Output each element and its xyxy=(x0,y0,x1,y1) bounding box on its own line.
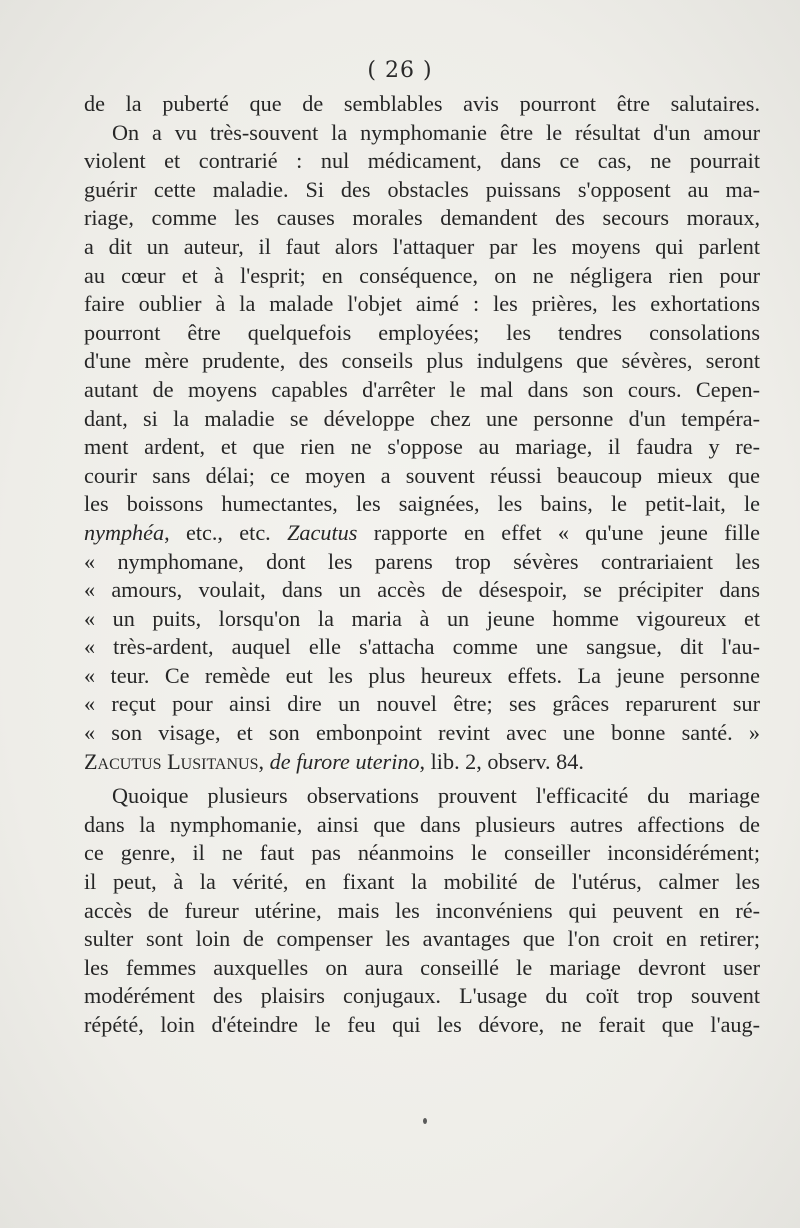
paragraph xyxy=(84,782,760,1039)
text-line: modérément des plaisirs conjugaux. L'usage du coït trop souvent xyxy=(84,983,760,1009)
quote-line: « nymphomane, dont les parens trop sévères contrariaient les xyxy=(84,548,760,574)
text-line: On a vu très-souvent la nymphomanie être le résultat d'un amour xyxy=(112,119,760,145)
citation-author: Zacutus Lusitanus xyxy=(84,748,259,774)
text-line: il peut, à la vérité, en fixant la mobilité de l'utérus, calmer les xyxy=(84,869,760,895)
text-line: guérir cette maladie. Si des obstacles puissans s'opposent au ma- xyxy=(84,176,760,202)
text-line: Quoique plusieurs observations prouvent l'efficacité du mariage xyxy=(112,783,760,809)
text-span: , etc., etc. xyxy=(164,519,288,545)
text-line: d'une mère prudente, des conseils plus indulgens que sévères, seront xyxy=(84,348,760,374)
quote-line: « très-ardent, auquel elle s'attacha comme une sangsue, dit l'au- xyxy=(84,634,760,660)
italic-term: nymphéa xyxy=(84,519,165,545)
text-line: dans la nymphomanie, ainsi que dans plusieurs autres affections de xyxy=(84,811,760,837)
ink-speck xyxy=(423,1118,427,1124)
quote-line: « un puits, lorsqu'on la maria à un jeune homme vigoureux et xyxy=(84,605,760,631)
citation-work: de furore uterino xyxy=(269,748,420,774)
italic-author: Zacutus xyxy=(287,519,358,545)
text-line: accès de fureur utérine, mais les inconvéniens qui peuvent en ré- xyxy=(84,897,760,923)
text-span: rapporte en effet « qu'une jeune fille xyxy=(357,519,760,545)
quote-line: « reçut pour ainsi dire un nouvel être; ses grâces reparurent sur xyxy=(84,691,760,717)
text-span: , lib. 2, observ. 84. xyxy=(419,748,584,774)
text-line: faire oublier à la malade l'objet aimé : les prières, les exhortations xyxy=(84,291,760,317)
text-line: riage, comme les causes morales demandent des secours moraux, xyxy=(84,205,760,231)
text-line: les boissons humectantes, les saignées, les bains, le petit-lait, le xyxy=(84,491,760,517)
text-line: les femmes auxquelles on aura conseillé le mariage devront user xyxy=(84,954,760,980)
text-line: ce genre, il ne faut pas néanmoins le conseiller inconsidérément; xyxy=(84,840,760,866)
text-line: sulter sont loin de compenser les avantages que l'on croit en retirer; xyxy=(84,926,760,952)
text-line xyxy=(84,519,760,548)
page-body xyxy=(84,90,760,1040)
text-line: violent et contrarié : nul médicament, dans ce cas, ne pourrait xyxy=(84,148,760,174)
text-line: courir sans délai; ce moyen a souvent réussi beaucoup mieux que xyxy=(84,462,760,488)
text-line: de la puberté que de semblables avis pourront être salutaires. xyxy=(84,91,760,116)
quote-line: « amours, voulait, dans un accès de désespoir, se précipiter dans xyxy=(84,577,760,603)
text-line: répété, loin d'éteindre le feu qui les dévore, ne ferait que l'aug- xyxy=(84,1012,760,1037)
citation-line xyxy=(84,748,760,777)
text-line: a dit un auteur, il faut alors l'attaquer par les moyens qui parlent xyxy=(84,233,760,259)
quote-line: « teur. Ce remède eut les plus heureux effets. La jeune personne xyxy=(84,662,760,688)
text-line: dant, si la maladie se développe chez une personne d'un tempéra- xyxy=(84,405,760,431)
text-line: autant de moyens capables d'arrêter le mal dans son cours. Cepen- xyxy=(84,376,760,402)
page-number: ( 26 ) xyxy=(367,58,433,83)
text-span: , xyxy=(258,748,270,774)
quote-line: « son visage, et son embonpoint revint avec une bonne santé. » xyxy=(84,720,760,746)
paragraph xyxy=(84,90,760,776)
text-line: pourront être quelquefois employées; les tendres consolations xyxy=(84,319,760,345)
text-line: ment ardent, et que rien ne s'oppose au mariage, il faudra y re- xyxy=(84,434,760,460)
text-line: au cœur et à l'esprit; en conséquence, on ne négligera rien pour xyxy=(84,262,760,288)
